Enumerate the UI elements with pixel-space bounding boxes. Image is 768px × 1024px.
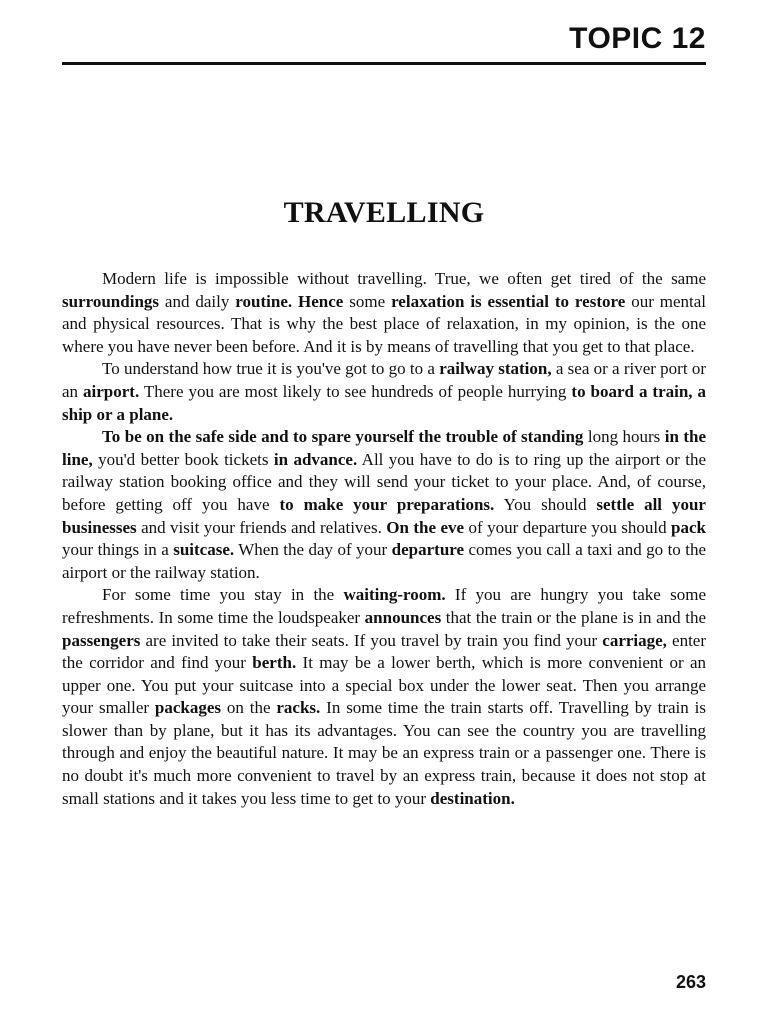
- text-run: comes you call a taxi and go to the airport or the railway station.: [62, 540, 706, 582]
- bold-term: relaxation is essential to restore: [391, 291, 626, 311]
- text-run: and visit your friends and relatives.: [136, 517, 387, 537]
- text-run: a sea or a river port or an: [62, 359, 706, 401]
- bold-term: surroundings: [62, 291, 160, 311]
- paragraph: [62, 426, 706, 584]
- text-run: of your departure you should: [464, 517, 672, 537]
- text-run: are invited to take their seats. If you travel by train you find your: [140, 630, 603, 650]
- text-run: It may be a lower berth, which is more convenient or an upper one. You put your suitcase into a special box under the lower seat. Then you arrange your smaller: [62, 653, 706, 718]
- article-body: [62, 268, 706, 810]
- text-run: There you are most likely to see hundreds of people hurrying: [139, 381, 572, 401]
- text-run: your things in a: [62, 540, 174, 560]
- bold-term: On the eve: [386, 517, 465, 537]
- text-run: To understand how true it is you've got to go to a: [102, 359, 440, 379]
- text-run: When the day of your: [234, 540, 392, 560]
- bold-term: departure: [391, 540, 465, 560]
- text-run: If you are hungry you take some refreshments. In some time the loudspeaker: [62, 585, 706, 627]
- text-run: on the: [221, 698, 277, 718]
- bold-term: carriage,: [602, 630, 667, 650]
- text-run: enter the corridor and find your: [62, 630, 706, 673]
- bold-term: in advance.: [273, 449, 358, 469]
- text-run: In some time the train starts off. Travelling by train is slower than by plane, but it has its advantages. You can see the country you are travelling through and enjoy the beautiful nature. It may be an express train or a passenger one. There is no doubt it's much more convenient to travel by an express train, because it does not stop at small stations and it takes you less time to get to your: [62, 698, 706, 808]
- text-run: and daily: [159, 291, 236, 311]
- page-title: TRAVELLING: [283, 196, 485, 229]
- bold-term: passengers: [62, 630, 141, 650]
- bold-term: To be on the safe side and to spare yourself the trouble of standing: [102, 427, 584, 447]
- text-run: Modern life is impossible without travelling. True, we often get tired of the same: [102, 269, 706, 288]
- bold-term: waiting-room.: [343, 585, 446, 605]
- bold-term: pack: [671, 517, 707, 537]
- bold-term: a ship or a plane.: [62, 381, 707, 424]
- paragraph: [62, 584, 706, 810]
- bold-term: racks.: [276, 698, 321, 718]
- bold-term: in the line,: [62, 427, 707, 469]
- paragraph: [62, 358, 706, 426]
- header-rule: [62, 62, 706, 65]
- text-run: All you have to do is to ring up the airport or the railway station booking office and they will send your ticket to your place. And, of course, before getting off you have: [62, 449, 706, 514]
- bold-term: berth.: [252, 653, 297, 673]
- bold-term: to make your preparations.: [279, 494, 495, 514]
- paragraph: [62, 268, 706, 358]
- text-run: You should: [494, 494, 597, 514]
- bold-term: destination.: [430, 788, 515, 808]
- text-run: some: [343, 291, 392, 311]
- bold-term: airport.: [83, 381, 140, 401]
- text-run: our mental and physical resources. That is why the best place of relaxation, in my opinion, is the one where you have never been before. And it is by means of travelling that you get to that place.: [62, 291, 707, 356]
- bold-term: railway station,: [439, 359, 552, 379]
- bold-term: suitcase.: [173, 540, 235, 560]
- text-run: long hours: [583, 427, 665, 447]
- topic-heading: TOPIC 12: [569, 22, 706, 55]
- bold-term: to board a train,: [571, 381, 693, 401]
- text-run: that the train or the plane is in and the: [441, 607, 706, 627]
- text-run: For some time you stay in the: [102, 585, 344, 605]
- bold-term: announces: [364, 607, 442, 627]
- bold-term: packages: [154, 698, 222, 718]
- bold-term: routine.: [235, 291, 293, 311]
- text-run: you'd better book tickets: [92, 449, 274, 469]
- bold-term: settle all your businesses: [62, 494, 706, 537]
- bold-term: Hence: [298, 291, 344, 311]
- page-number: 263: [675, 972, 706, 992]
